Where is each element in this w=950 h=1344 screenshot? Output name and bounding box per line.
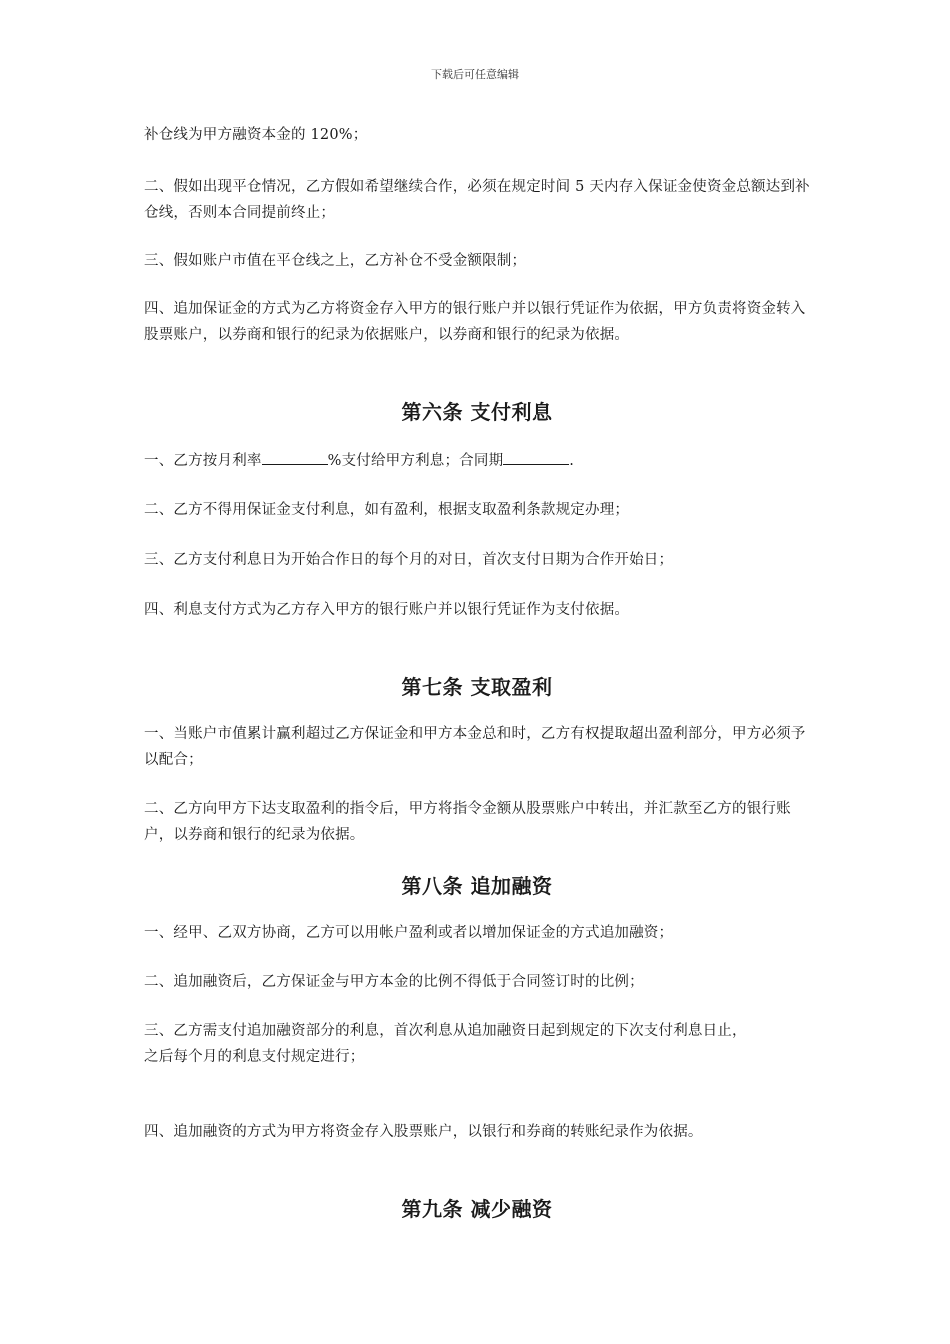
section-title: 第八条 追加融资 bbox=[401, 874, 553, 898]
paragraph: 一、经甲、乙双方协商，乙方可以用帐户盈利或者以增加保证金的方式追加融资； bbox=[144, 925, 674, 941]
paragraph: 二、假如出现平仓情况，乙方假如希望继续合作，必须在规定时间 5 天内存入保证金使资金总额达到补仓线，否则本合同提前终止； bbox=[144, 179, 810, 221]
paragraph: 二、乙方向甲方下达支取盈利的指令后，甲方将指令金额从股票账户中转出，并汇款至乙方的银行账户，以券商和银行的纪录为依据。 bbox=[144, 801, 791, 843]
section-title: 第六条 支付利息 bbox=[401, 400, 553, 424]
paragraph-line: 三、乙方需支付追加融资部分的利息，首次利息从追加融资日起到规定的下次支付利息日止， bbox=[144, 1023, 747, 1039]
paragraph: 三、假如账户市值在平仓线之上，乙方补仓不受金额限制； bbox=[144, 253, 527, 269]
paragraph-text: 一、乙方按月利率 bbox=[144, 453, 262, 469]
paragraph: 三、乙方支付利息日为开始合作日的每个月的对日，首次支付日期为合作开始日； bbox=[144, 552, 674, 568]
paragraph-text: . bbox=[569, 453, 575, 469]
paragraph: 补仓线为甲方融资本金的 120%； bbox=[144, 127, 368, 143]
paragraph: 四、追加保证金的方式为乙方将资金存入甲方的银行账户并以银行凭证作为依据，甲方负责将资金转入股票账户，以券商和银行的纪录为依据账户，以券商和银行的纪录为依据。 bbox=[144, 301, 806, 343]
paragraph: 四、利息支付方式为乙方存入甲方的银行账户并以银行凭证作为支付依据。 bbox=[144, 602, 630, 618]
paragraph bbox=[144, 1018, 810, 1070]
page-header: 下载后可任意编辑 bbox=[431, 68, 519, 81]
fill-in-blank[interactable] bbox=[503, 450, 569, 465]
paragraph: 一、当账户市值累计赢利超过乙方保证金和甲方本金总和时，乙方有权提取超出盈利部分，甲方必须予以配合； bbox=[144, 726, 806, 768]
paragraph: 四、追加融资的方式为甲方将资金存入股票账户，以银行和券商的转账纪录作为依据。 bbox=[144, 1124, 703, 1140]
section-title: 第九条 减少融资 bbox=[401, 1197, 553, 1221]
fill-in-blank[interactable] bbox=[262, 450, 328, 465]
paragraph-text: %支付给甲方利息；合同期 bbox=[327, 453, 504, 469]
paragraph-line: 之后每个月的利息支付规定进行； bbox=[144, 1049, 365, 1065]
section-title: 第七条 支取盈利 bbox=[401, 675, 553, 699]
paragraph bbox=[144, 448, 810, 474]
paragraph: 二、追加融资后，乙方保证金与甲方本金的比例不得低于合同签订时的比例； bbox=[144, 974, 644, 990]
paragraph: 二、乙方不得用保证金支付利息，如有盈利，根据支取盈利条款规定办理； bbox=[144, 502, 630, 518]
